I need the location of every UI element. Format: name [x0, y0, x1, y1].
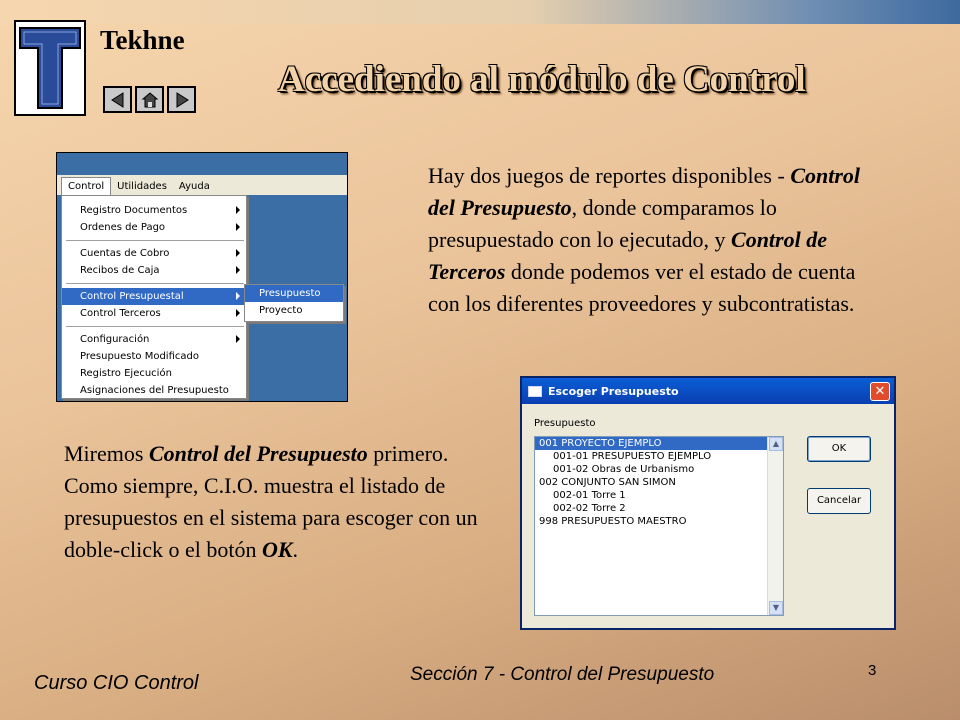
top-gradient-bar [0, 0, 960, 24]
menu-separator [66, 326, 244, 327]
submenu-arrow-icon [236, 249, 240, 257]
menu-item-label: Control Terceros [80, 308, 161, 319]
menu-item-cuentas-cobro[interactable] [62, 245, 246, 262]
menu-item-label: Ordenes de Pago [80, 222, 166, 233]
menu-item-label: Cuentas de Cobro [80, 248, 170, 259]
menu-item-label: Registro Ejecución [80, 368, 172, 379]
home-icon[interactable] [135, 86, 164, 113]
submenu-arrow-icon [236, 335, 240, 343]
menu-item-asignaciones[interactable] [62, 382, 246, 399]
dialog-title: Escoger Presupuesto [548, 384, 679, 398]
list-item[interactable]: 002-02 Torre 2 [553, 503, 626, 514]
emphasis-control-presupuesto: Control del Presupuesto [428, 163, 861, 220]
submenu-item-proyecto[interactable]: Proyecto [259, 305, 303, 316]
menu-item-registro-ejecucion[interactable] [62, 365, 246, 382]
menu-control[interactable]: Control [61, 177, 111, 195]
menu-item-control-terceros[interactable] [62, 305, 246, 322]
menu-utilidades[interactable]: Utilidades [117, 181, 167, 192]
menu-item-control-presupuestal[interactable] [62, 288, 246, 305]
scroll-down-icon[interactable]: ▼ [769, 601, 783, 615]
app-titlebar [57, 153, 347, 175]
menu-item-label: Asignaciones del Presupuesto [80, 385, 229, 396]
section-label: Sección 7 - Control del Presupuesto [410, 664, 715, 685]
window-icon [528, 386, 542, 397]
text-span: , donde comparamos lo presupuestado con lo ejecutado, y [428, 195, 777, 252]
menu-item-ordenes-pago[interactable] [62, 219, 246, 236]
menu-item-label: Control Presupuestal [80, 291, 184, 302]
intro-paragraph [428, 160, 878, 320]
menu-item-recibos-caja[interactable] [62, 262, 246, 279]
ok-button[interactable]: OK [807, 436, 871, 462]
tekhne-logo [14, 20, 86, 116]
close-icon[interactable]: ✕ [870, 382, 890, 401]
submenu-arrow-icon [236, 266, 240, 274]
list-item[interactable]: 001-02 Obras de Urbanismo [553, 464, 695, 475]
list-item[interactable]: 001-01 PRESUPUESTO EJEMPLO [553, 451, 712, 462]
menu-separator [66, 240, 244, 241]
list-item[interactable]: 002 CONJUNTO SAN SIMON [539, 477, 676, 488]
prev-icon[interactable] [103, 86, 132, 113]
slide-nav [103, 86, 196, 113]
menu-item-label: Configuración [80, 334, 150, 345]
emphasis-control-terceros: Control de Terceros [428, 227, 827, 284]
menu-bar [57, 175, 347, 195]
slide-title: Accediendo al módulo de Control [278, 59, 806, 100]
menu-item-presupuesto-modificado[interactable] [62, 348, 246, 365]
instructions-paragraph [64, 438, 484, 566]
control-dropdown [61, 195, 247, 399]
page-number: 3 [868, 662, 877, 679]
emphasis-ok: OK [261, 537, 293, 562]
menu-ayuda[interactable]: Ayuda [178, 181, 210, 192]
cancel-button[interactable]: Cancelar [807, 488, 871, 514]
scroll-up-icon[interactable]: ▲ [769, 437, 783, 451]
submenu-item-presupuesto[interactable]: Presupuesto [245, 285, 343, 302]
escoger-presupuesto-dialog [520, 376, 896, 630]
text-span: Miremos [64, 441, 149, 466]
control-presupuestal-submenu [244, 284, 344, 322]
submenu-arrow-icon [236, 223, 240, 231]
menu-item-label: Registro Documentos [80, 205, 188, 216]
list-item[interactable]: 002-01 Torre 1 [553, 490, 626, 501]
menu-item-label: Presupuesto Modificado [80, 351, 199, 362]
next-icon[interactable] [167, 86, 196, 113]
submenu-arrow-icon [236, 309, 240, 317]
presupuesto-listbox[interactable] [534, 436, 784, 616]
dialog-titlebar [522, 378, 894, 404]
text-span: Hay dos juegos de reportes disponibles - [428, 163, 791, 188]
listbox-scrollbar[interactable] [767, 437, 783, 615]
text-span: primero. Como siempre, C.I.O. muestra el listado de presupuestos en el sistema para escoger con un doble-click o el botón [64, 441, 478, 562]
presupuesto-label: Presupuesto [534, 418, 596, 429]
emphasis-control-presupuesto: Control del Presupuesto [148, 441, 368, 466]
text-span: donde podemos ver el estado de cuenta con los diferentes proveedores y subcontratistas. [428, 259, 856, 316]
control-menu-screenshot [56, 152, 348, 402]
menu-item-registro-documentos[interactable] [62, 202, 246, 219]
list-item[interactable]: 998 PRESUPUESTO MAESTRO [539, 516, 687, 527]
submenu-arrow-icon [236, 292, 240, 300]
submenu-arrow-icon [236, 206, 240, 214]
course-name: Curso CIO Control [34, 672, 199, 694]
menu-separator [66, 283, 244, 284]
text-span: . [292, 537, 299, 562]
menu-item-configuracion[interactable] [62, 331, 246, 348]
menu-item-label: Recibos de Caja [80, 265, 160, 276]
brand-name: Tekhne [100, 25, 185, 55]
list-item[interactable]: 001 PROYECTO EJEMPLO [535, 437, 783, 450]
